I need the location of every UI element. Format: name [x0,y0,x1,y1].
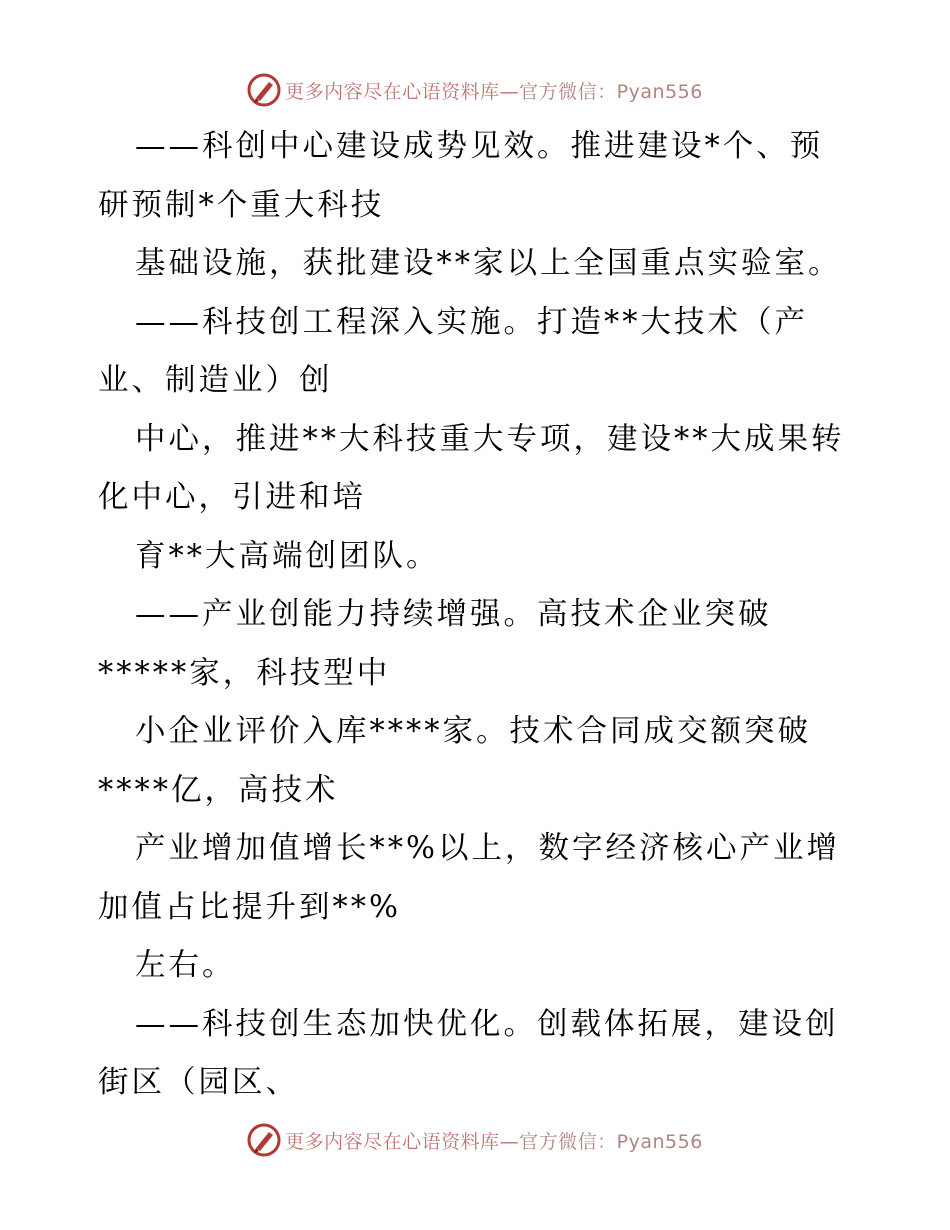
header-watermark [0,70,950,110]
text-line: 中心，推进**大科技重大专项，建设**大成果转 [135,421,845,457]
text-line: 基础设施，获批建设**家以上全国重点实验室。 [135,246,842,281]
pen-logo-icon [247,73,281,107]
text-line: ——科技创工程深入实施。打造**大技术（产 [135,304,808,340]
text-line: ——产业创能力持续增强。高技术企业突破 [135,597,772,632]
text-line: 小企业评价入库****家。技术合同成交额突破 [135,714,811,749]
watermark-text: 更多内容尽在心语资料库—官方微信：Pyan556 [285,80,703,103]
text-line: ——科技创生态加快优化。创载体拓展，建设创 [135,1006,839,1042]
text-line: 产业增加值增长**%以上，数字经济核心产业增 [135,831,840,866]
text-line: 加值占比提升到**% [98,889,401,925]
watermark-text: 更多内容尽在心语资料库—官方微信：Pyan556 [285,1130,703,1153]
text-line: 左右。 [135,948,236,983]
document-body [98,118,858,1113]
text-line: 街区（园区、 [98,1065,299,1100]
text-line: 化中心，引进和培 [98,480,366,515]
text-line: *****家，科技型中 [98,655,391,691]
text-line: 育**大高端创团队。 [135,538,440,574]
footer-watermark [0,1120,950,1160]
text-line: ****亿，高技术 [98,772,339,808]
pen-logo-icon [247,1123,281,1157]
text-line: ——科创中心建设成势见效。推进建设*个、预 [135,129,824,164]
text-line: 研预制*个重大科技 [98,187,385,223]
text-line: 业、制造业）创 [98,363,333,398]
